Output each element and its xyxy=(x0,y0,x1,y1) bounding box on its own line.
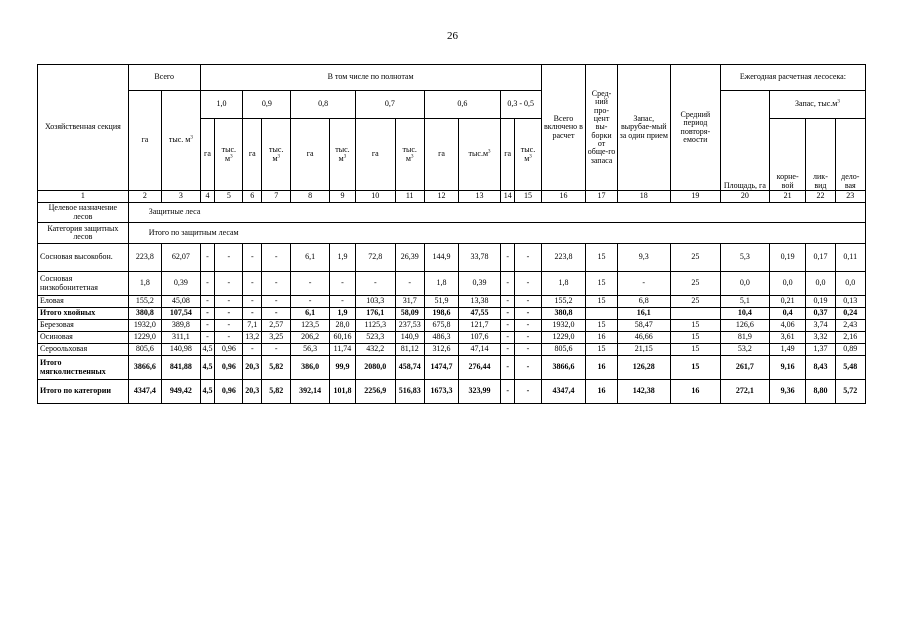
table-cell: 1229,0 xyxy=(128,332,161,344)
table-row xyxy=(38,308,866,320)
table-cell: 3866,6 xyxy=(541,356,586,380)
table-cell: 47,14 xyxy=(459,344,501,356)
table-cell: 5,1 xyxy=(720,296,769,308)
table-cell: 1,9 xyxy=(329,308,355,320)
row-label: Сосновая высокобон. xyxy=(38,244,129,272)
table-cell: - xyxy=(200,332,215,344)
table-cell: - xyxy=(200,308,215,320)
table-cell: 2,57 xyxy=(262,320,291,332)
column-number: 23 xyxy=(835,191,865,203)
table-cell: 16,1 xyxy=(617,308,670,320)
purpose-value: Защитные леса xyxy=(128,203,865,223)
table-cell: - xyxy=(291,296,330,308)
table-cell: - xyxy=(395,272,424,296)
table-cell: 805,6 xyxy=(128,344,161,356)
column-number: 8 xyxy=(291,191,330,203)
column-number: 21 xyxy=(769,191,805,203)
liquid-header: лик-вид xyxy=(806,119,835,191)
unit-ha: га xyxy=(500,119,515,191)
density-0-9-header: 0,9 xyxy=(243,91,291,119)
table-cell: 0,37 xyxy=(806,308,835,320)
table-cell: - xyxy=(215,296,243,308)
table-cell: - xyxy=(500,356,515,380)
table-cell: 4347,4 xyxy=(541,380,586,404)
table-cell: - xyxy=(515,244,541,272)
table-cell: 1673,3 xyxy=(424,380,458,404)
unit-thous-m3: тыс. $м^3$ xyxy=(395,119,424,191)
table-cell: 15 xyxy=(586,344,617,356)
table-cell: 9,16 xyxy=(769,356,805,380)
table-cell: 0,21 xyxy=(769,296,805,308)
table-cell: 0,39 xyxy=(162,272,201,296)
table-cell: 101,8 xyxy=(329,380,355,404)
unit-thous-m3: тыс. $м^3$ xyxy=(262,119,291,191)
table-cell: 0,11 xyxy=(835,244,865,272)
table-cell: 0,89 xyxy=(835,344,865,356)
table-cell: 72,8 xyxy=(355,244,395,272)
table-cell: 0,96 xyxy=(215,380,243,404)
table-row xyxy=(38,296,866,308)
table-cell: 312,6 xyxy=(424,344,458,356)
table-cell: 51,9 xyxy=(424,296,458,308)
table-cell: - xyxy=(500,244,515,272)
table-cell: - xyxy=(515,380,541,404)
table-cell: - xyxy=(215,308,243,320)
table-cell: 0,0 xyxy=(769,272,805,296)
page-number: 26 xyxy=(447,30,458,42)
unit-ha: га xyxy=(291,119,330,191)
table-cell: 126,28 xyxy=(617,356,670,380)
row-label: Сероольховая xyxy=(38,344,129,356)
table-cell: 8,43 xyxy=(806,356,835,380)
unit-thous-m3: тыс. $м^3$ xyxy=(329,119,355,191)
table-cell: - xyxy=(215,272,243,296)
table-cell: 16 xyxy=(670,380,720,404)
table-cell: - xyxy=(500,380,515,404)
row-label: Итого мягколиственных xyxy=(38,356,129,380)
row-label: Березовая xyxy=(38,320,129,332)
column-number: 2 xyxy=(128,191,161,203)
table-cell: 46,66 xyxy=(617,332,670,344)
table-cell: 21,15 xyxy=(617,344,670,356)
table-cell: 380,8 xyxy=(128,308,161,320)
table-cell: - xyxy=(515,332,541,344)
business-header: дело-вая xyxy=(835,119,865,191)
table-cell: 1125,3 xyxy=(355,320,395,332)
row-label: Сосновая низкобонитетная xyxy=(38,272,129,296)
table-cell: 223,8 xyxy=(541,244,586,272)
table-cell: 155,2 xyxy=(541,296,586,308)
column-number: 5 xyxy=(215,191,243,203)
table-cell: - xyxy=(262,308,291,320)
table-row xyxy=(38,332,866,344)
unit-thous-m3: тыс. $м^3$ xyxy=(515,119,541,191)
unit-thous-m3: тыс. $м^3$ xyxy=(215,119,243,191)
table-cell: 142,38 xyxy=(617,380,670,404)
table-cell: 516,83 xyxy=(395,380,424,404)
column-number: 15 xyxy=(515,191,541,203)
table-cell: 276,44 xyxy=(459,356,501,380)
column-number: 18 xyxy=(617,191,670,203)
table-cell: 47,55 xyxy=(459,308,501,320)
table-cell: 2,43 xyxy=(835,320,865,332)
table-cell: 13,38 xyxy=(459,296,501,308)
table-cell: 107,6 xyxy=(459,332,501,344)
density-0-6-header: 0,6 xyxy=(424,91,500,119)
forest-cut-table xyxy=(37,64,866,404)
avg-percent-header: Сред-ний про-цент вы-борки от обще-го запаса xyxy=(586,65,617,191)
table-cell: - xyxy=(500,296,515,308)
table-row xyxy=(38,244,866,272)
table-row xyxy=(38,356,866,380)
table-cell: 0,24 xyxy=(835,308,865,320)
table-cell: - xyxy=(243,296,262,308)
column-number: 11 xyxy=(395,191,424,203)
row-label: Еловая xyxy=(38,296,129,308)
table-cell: 26,39 xyxy=(395,244,424,272)
row-label: Осиновая xyxy=(38,332,129,344)
column-number: 12 xyxy=(424,191,458,203)
table-cell: 198,6 xyxy=(424,308,458,320)
table-cell: 3866,6 xyxy=(128,356,161,380)
table-cell: 323,99 xyxy=(459,380,501,404)
table-cell: 237,53 xyxy=(395,320,424,332)
table-cell: 4,5 xyxy=(200,380,215,404)
table-cell: 20,3 xyxy=(243,380,262,404)
table-cell: 140,98 xyxy=(162,344,201,356)
column-number: 10 xyxy=(355,191,395,203)
table-cell: 272,1 xyxy=(720,380,769,404)
table-cell: 206,2 xyxy=(291,332,330,344)
table-cell: - xyxy=(200,244,215,272)
table-cell: 0,4 xyxy=(769,308,805,320)
table-row xyxy=(38,320,866,332)
table-cell: - xyxy=(291,272,330,296)
table-cell: 58,47 xyxy=(617,320,670,332)
total-header: Всего xyxy=(128,65,200,91)
column-number: 1 xyxy=(38,191,129,203)
table-cell: 2,16 xyxy=(835,332,865,344)
table-cell: - xyxy=(262,244,291,272)
table-cell: 140,9 xyxy=(395,332,424,344)
table-cell: - xyxy=(515,356,541,380)
table-cell: 31,7 xyxy=(395,296,424,308)
table-cell: 9,36 xyxy=(769,380,805,404)
category-value: Итого по защитным лесам xyxy=(128,223,865,244)
table-cell: 103,3 xyxy=(355,296,395,308)
density-0-3-0-5-header: 0,3 - 0,5 xyxy=(500,91,541,119)
table-cell: 486,3 xyxy=(424,332,458,344)
table-cell: - xyxy=(243,272,262,296)
table-cell: 4,06 xyxy=(769,320,805,332)
table-cell: - xyxy=(262,344,291,356)
table-cell: 155,2 xyxy=(128,296,161,308)
table-cell: 805,6 xyxy=(541,344,586,356)
density-0-7-header: 0,7 xyxy=(355,91,424,119)
table-cell: 144,9 xyxy=(424,244,458,272)
table-cell: 25 xyxy=(670,244,720,272)
table-row xyxy=(38,344,866,356)
table-cell: - xyxy=(262,296,291,308)
unit-ha: га xyxy=(424,119,458,191)
table-cell: - xyxy=(215,244,243,272)
unit-ha: га xyxy=(355,119,395,191)
table-cell: 3,32 xyxy=(806,332,835,344)
table-cell: 380,8 xyxy=(541,308,586,320)
table-cell: 16 xyxy=(586,380,617,404)
table-cell: 58,09 xyxy=(395,308,424,320)
table-cell: 13,2 xyxy=(243,332,262,344)
area-ha-header: Площадь, га xyxy=(720,91,769,191)
table-cell: 0,96 xyxy=(215,344,243,356)
density-1-0-header: 1,0 xyxy=(200,91,243,119)
table-cell: 458,74 xyxy=(395,356,424,380)
unit-ha: га xyxy=(200,119,215,191)
table-cell: - xyxy=(243,244,262,272)
table-cell: 25 xyxy=(670,296,720,308)
total-ha-header: га xyxy=(128,91,161,191)
table-cell: - xyxy=(515,272,541,296)
table-cell: 0,13 xyxy=(835,296,865,308)
table-cell: 389,8 xyxy=(162,320,201,332)
table-cell: 5,3 xyxy=(720,244,769,272)
table-cell: - xyxy=(515,344,541,356)
table-cell: 1,8 xyxy=(541,272,586,296)
purpose-label: Целевое назначение лесов xyxy=(38,203,129,223)
table-cell: 15 xyxy=(586,320,617,332)
table-cell: - xyxy=(515,320,541,332)
table-cell: 6,1 xyxy=(291,244,330,272)
table-cell: - xyxy=(243,344,262,356)
table-cell: 15 xyxy=(670,332,720,344)
table-cell: 16 xyxy=(586,332,617,344)
table-cell: 432,2 xyxy=(355,344,395,356)
table-cell: - xyxy=(515,308,541,320)
table-cell: 6,8 xyxy=(617,296,670,308)
table-cell xyxy=(586,308,617,320)
table-cell: 392,14 xyxy=(291,380,330,404)
table-cell: 8,80 xyxy=(806,380,835,404)
table-cell: - xyxy=(200,296,215,308)
table-cell: 107,54 xyxy=(162,308,201,320)
table-cell: 56,3 xyxy=(291,344,330,356)
table-cell: 1,49 xyxy=(769,344,805,356)
table-cell: 1932,0 xyxy=(541,320,586,332)
table-cell: 15 xyxy=(586,296,617,308)
table-cell: 311,1 xyxy=(162,332,201,344)
column-number: 22 xyxy=(806,191,835,203)
table-cell: - xyxy=(500,320,515,332)
table-cell: 53,2 xyxy=(720,344,769,356)
table-cell: 0,0 xyxy=(720,272,769,296)
table-cell: 0,19 xyxy=(769,244,805,272)
table-cell: - xyxy=(617,272,670,296)
table-cell: 15 xyxy=(586,272,617,296)
total-m3-header: тыс. $м^3$ xyxy=(162,91,201,191)
table-cell: 7,1 xyxy=(243,320,262,332)
table-cell: 0,17 xyxy=(806,244,835,272)
table-cell: 949,42 xyxy=(162,380,201,404)
table-cell: 0,0 xyxy=(835,272,865,296)
column-number: 13 xyxy=(459,191,501,203)
table-cell: 4347,4 xyxy=(128,380,161,404)
table-cell: - xyxy=(200,320,215,332)
table-cell: 523,3 xyxy=(355,332,395,344)
column-number: 20 xyxy=(720,191,769,203)
table-cell: 0,19 xyxy=(806,296,835,308)
table-cell: - xyxy=(243,308,262,320)
table-cell: - xyxy=(329,272,355,296)
table-cell: 81,9 xyxy=(720,332,769,344)
table-cell: 99,9 xyxy=(329,356,355,380)
table-cell: 841,88 xyxy=(162,356,201,380)
column-number: 19 xyxy=(670,191,720,203)
table-cell: 45,08 xyxy=(162,296,201,308)
column-number: 9 xyxy=(329,191,355,203)
table-cell: 5,48 xyxy=(835,356,865,380)
section-header: Хозяйственная секция xyxy=(38,65,129,191)
table-cell: 62,07 xyxy=(162,244,201,272)
table-cell: 1229,0 xyxy=(541,332,586,344)
table-cell: - xyxy=(329,296,355,308)
table-cell: 0,96 xyxy=(215,356,243,380)
table-cell: 15 xyxy=(670,356,720,380)
table-cell: 3,61 xyxy=(769,332,805,344)
table-cell: 3,25 xyxy=(262,332,291,344)
stock-thous-header: Запас, $тыс.м^3$ xyxy=(769,91,865,119)
table-cell: 4,5 xyxy=(200,356,215,380)
column-number: 3 xyxy=(162,191,201,203)
table-cell: 33,78 xyxy=(459,244,501,272)
table-cell: 5,82 xyxy=(262,380,291,404)
row-label: Итого хвойных xyxy=(38,308,129,320)
table-cell: 1,37 xyxy=(806,344,835,356)
stock-cut-header: Запас, вырубае-мый за один прием xyxy=(617,65,670,191)
table-cell: 1,8 xyxy=(128,272,161,296)
table-cell: 15 xyxy=(670,320,720,332)
table-cell: 11,74 xyxy=(329,344,355,356)
table-cell: - xyxy=(500,272,515,296)
table-cell: - xyxy=(515,296,541,308)
table-cell: 261,7 xyxy=(720,356,769,380)
table-row xyxy=(38,380,866,404)
total-incl-header: Всего включено в расчет xyxy=(541,65,586,191)
column-number: 16 xyxy=(541,191,586,203)
table-cell: 20,3 xyxy=(243,356,262,380)
table-cell: 176,1 xyxy=(355,308,395,320)
column-number: 14 xyxy=(500,191,515,203)
table-cell: 10,4 xyxy=(720,308,769,320)
table-cell: 6,1 xyxy=(291,308,330,320)
table-cell: 9,3 xyxy=(617,244,670,272)
table-cell: 4,5 xyxy=(200,344,215,356)
table-cell: 123,5 xyxy=(291,320,330,332)
table-cell: 5,72 xyxy=(835,380,865,404)
table-cell: 15 xyxy=(586,244,617,272)
table-cell: - xyxy=(200,272,215,296)
table-cell: 3,74 xyxy=(806,320,835,332)
table-cell: - xyxy=(355,272,395,296)
table-cell: 121,7 xyxy=(459,320,501,332)
table-cell: 2080,0 xyxy=(355,356,395,380)
table-cell: 675,8 xyxy=(424,320,458,332)
table-cell: - xyxy=(500,308,515,320)
table-cell: 2256,9 xyxy=(355,380,395,404)
table-cell: 1474,7 xyxy=(424,356,458,380)
unit-ha: га xyxy=(243,119,262,191)
column-number: 6 xyxy=(243,191,262,203)
table-cell: 126,6 xyxy=(720,320,769,332)
table-cell: 16 xyxy=(586,356,617,380)
table-cell: 15 xyxy=(670,344,720,356)
table-cell: 386,0 xyxy=(291,356,330,380)
table-cell: - xyxy=(215,320,243,332)
column-number: 17 xyxy=(586,191,617,203)
table-cell: 5,82 xyxy=(262,356,291,380)
table-cell: 28,0 xyxy=(329,320,355,332)
table-cell: 81,12 xyxy=(395,344,424,356)
table-cell: 60,16 xyxy=(329,332,355,344)
table-cell: 1,9 xyxy=(329,244,355,272)
table-cell: 1,8 xyxy=(424,272,458,296)
table-cell: 1932,0 xyxy=(128,320,161,332)
table-cell: 223,8 xyxy=(128,244,161,272)
table-cell: 0,39 xyxy=(459,272,501,296)
column-number: 4 xyxy=(200,191,215,203)
density-0-8-header: 0,8 xyxy=(291,91,356,119)
row-label: Итого по категории xyxy=(38,380,129,404)
avg-period-header: Средний период повторя-емости xyxy=(670,65,720,191)
table-row xyxy=(38,272,866,296)
column-number: 7 xyxy=(262,191,291,203)
table-cell: 25 xyxy=(670,272,720,296)
unit-thous-m3: $тыс.м^3$ xyxy=(459,119,501,191)
annual-cut-header: Ежегодная расчетная лесосека: xyxy=(720,65,865,91)
table-cell: 0,0 xyxy=(806,272,835,296)
table-cell: - xyxy=(500,344,515,356)
table-cell: - xyxy=(215,332,243,344)
table-cell xyxy=(670,308,720,320)
table-cell: - xyxy=(262,272,291,296)
table-cell: - xyxy=(500,332,515,344)
by-density-header: В том числе по полнотам xyxy=(200,65,541,91)
category-label: Категория защитных лесов xyxy=(38,223,129,244)
root-header: корне-вой xyxy=(769,119,805,191)
